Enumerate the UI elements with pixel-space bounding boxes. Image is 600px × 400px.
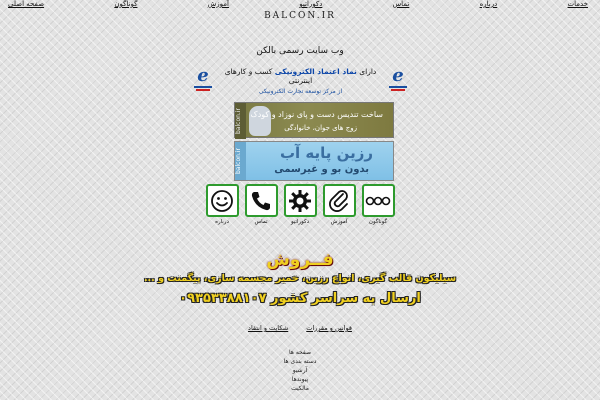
- footer-menu: [0, 348, 600, 393]
- nav-tutorial-link[interactable]: آموزش: [207, 0, 229, 8]
- gear-flower-icon[interactable]: [284, 184, 317, 217]
- category-misc-label: گوناگون: [368, 219, 388, 225]
- banner1-line2: زوج های جوان، خانوادگی: [284, 124, 357, 132]
- paperclip-icon[interactable]: [323, 184, 356, 217]
- trust-highlight: نماد اعتماد الکترونیکی: [274, 67, 357, 76]
- sale-shipping-phone: ارسال به سراسر کشور ۰۹۳۵۳۳۸۸۱۰۷: [179, 291, 421, 306]
- enamad-e-logo-icon[interactable]: e: [193, 67, 213, 95]
- nav-contact-link[interactable]: تماس: [392, 0, 410, 8]
- nav-home-link[interactable]: صفحه اصلی: [8, 0, 45, 8]
- banner1-line1: ساخت تندیس دست و پای نوزاد و کودک: [250, 110, 383, 119]
- rules-link[interactable]: قوانین و مقررات: [306, 324, 352, 332]
- site-brand: BALCON.IR: [264, 11, 336, 21]
- site-subtitle: وب سایت رسمی بالکن: [256, 46, 344, 56]
- category-decorative[interactable]: [283, 184, 317, 228]
- category-icons: [205, 184, 395, 228]
- footer-categories-link[interactable]: دسته بندی ها: [283, 358, 317, 365]
- nav-about-link[interactable]: درباره: [479, 0, 498, 8]
- policy-links: [0, 324, 600, 332]
- category-contact-label: تماس: [254, 219, 268, 225]
- top-navigation: [0, 0, 600, 11]
- phone-icon[interactable]: [245, 184, 278, 217]
- water-resin-banner[interactable]: [234, 141, 394, 181]
- banner-side-text: balcon.ir: [235, 142, 246, 180]
- enamad-e-logo-icon-right[interactable]: e: [388, 67, 408, 95]
- category-about-label: درباره: [215, 219, 229, 225]
- footer-archive-link[interactable]: آرشیو: [292, 367, 308, 374]
- nav-decorative-link[interactable]: دکوراتیو: [299, 0, 323, 8]
- three-dots-icon[interactable]: [362, 184, 395, 217]
- nav-misc-link[interactable]: گوناگون: [114, 0, 138, 8]
- footer-pages-link[interactable]: صفحه ها: [288, 349, 312, 356]
- enamad-trust-bar: [193, 66, 408, 96]
- category-contact[interactable]: [244, 184, 278, 228]
- category-about[interactable]: [205, 184, 239, 228]
- baby-statue-banner[interactable]: [234, 102, 394, 138]
- banner2-line1: رزین پایه آب: [279, 144, 373, 162]
- footer-links-link[interactable]: پیوندها: [291, 376, 309, 383]
- trust-sub-text: از مرکز توسعه تجارت الکترونیکی: [258, 88, 343, 95]
- banner2-line2: بدون بو و غیرسمی: [274, 164, 369, 175]
- category-decorative-label: دکوراتیو: [290, 219, 310, 225]
- trust-main-text: دارای نماد اعتماد الکترونیکی کسب و کارهای اینترنتی: [224, 67, 377, 85]
- footer-ownership-link[interactable]: مالکیت: [291, 385, 309, 392]
- complaints-link[interactable]: شکایت و انتقاد: [248, 324, 289, 332]
- trust-text: [213, 67, 388, 95]
- banner-side-text: balcon.ir: [235, 103, 246, 139]
- sale-title: فــروش: [266, 250, 334, 270]
- nav-services-link[interactable]: خدمات: [567, 0, 588, 8]
- category-misc[interactable]: [361, 184, 395, 228]
- sale-products: سیلیکون قالب گیری، انواع رزین، خمیر مجسمه سازی، پیگمنت و ...: [143, 273, 457, 284]
- category-tutorial[interactable]: [322, 184, 356, 228]
- category-tutorial-label: آموزش: [330, 219, 348, 225]
- smiley-icon[interactable]: [206, 184, 239, 217]
